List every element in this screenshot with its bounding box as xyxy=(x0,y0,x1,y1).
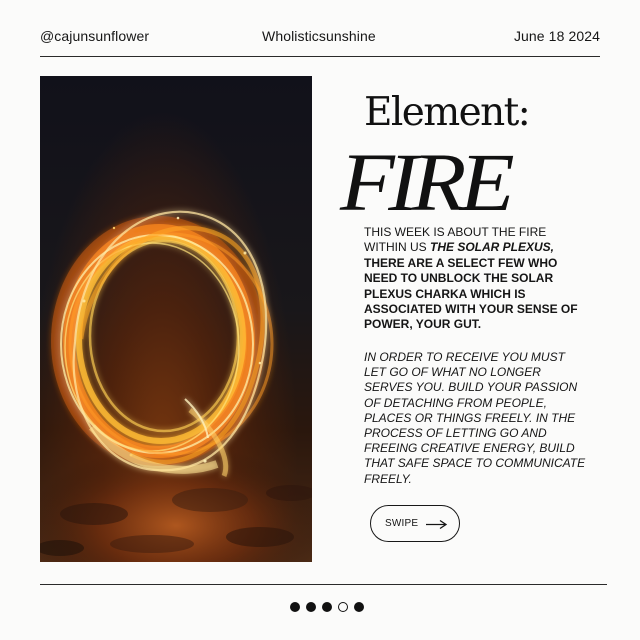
element-title: Element: xyxy=(364,90,530,135)
letting-go-paragraph: IN ORDER TO RECEIVE YOU MUST LET GO OF WHAT NO LONGER SERVES YOU. BUILD YOUR PASSION OF DETACHING FROM PEOPLE, PLACES OR THINGS FREELY. IN THE PROCESS OF LETTING GO AND FREEING CREATIVE ENERGY, BUILD THAT SAFE SPACE TO COMMUNICATE FREELY. xyxy=(364,350,586,486)
fire-title: FIRE xyxy=(340,136,509,228)
pagination-dot[interactable] xyxy=(322,602,332,612)
post-date: June 18 2024 xyxy=(513,28,600,44)
social-handle: @cajunsunflower xyxy=(40,28,150,44)
brand-name: Wholisticsunshine xyxy=(262,28,376,44)
paragraph-lead: THIS WEEK IS ABOUT THE FIRE WITHIN US xyxy=(364,225,547,255)
paragraph-emphasis: THE SOLAR PLEXUS, xyxy=(430,240,555,255)
pagination-dot[interactable] xyxy=(354,602,364,612)
paragraph-strong-text: THERE ARE A SELECT FEW WHO NEED TO UNBLOCK THE SOLAR PLEXUS CHARKA WHICH IS ASSOCIATED WITH YOUR SENSE OF POWER, YOUR GUT. xyxy=(364,255,578,332)
fire-ring-image xyxy=(40,76,312,562)
pagination-dots xyxy=(290,602,366,614)
swipe-button[interactable] xyxy=(370,505,460,542)
swipe-label: SWIPE xyxy=(385,518,419,529)
top-divider xyxy=(40,56,600,57)
bottom-divider xyxy=(40,584,607,585)
right-arrow-icon xyxy=(425,518,448,531)
fire-ring-photo xyxy=(40,76,312,562)
pagination-dot[interactable] xyxy=(306,602,316,612)
current-pagination-dot[interactable] xyxy=(338,602,348,612)
pagination-dot[interactable] xyxy=(290,602,300,612)
top-bar xyxy=(40,28,600,50)
solar-plexus-paragraph xyxy=(364,225,588,333)
